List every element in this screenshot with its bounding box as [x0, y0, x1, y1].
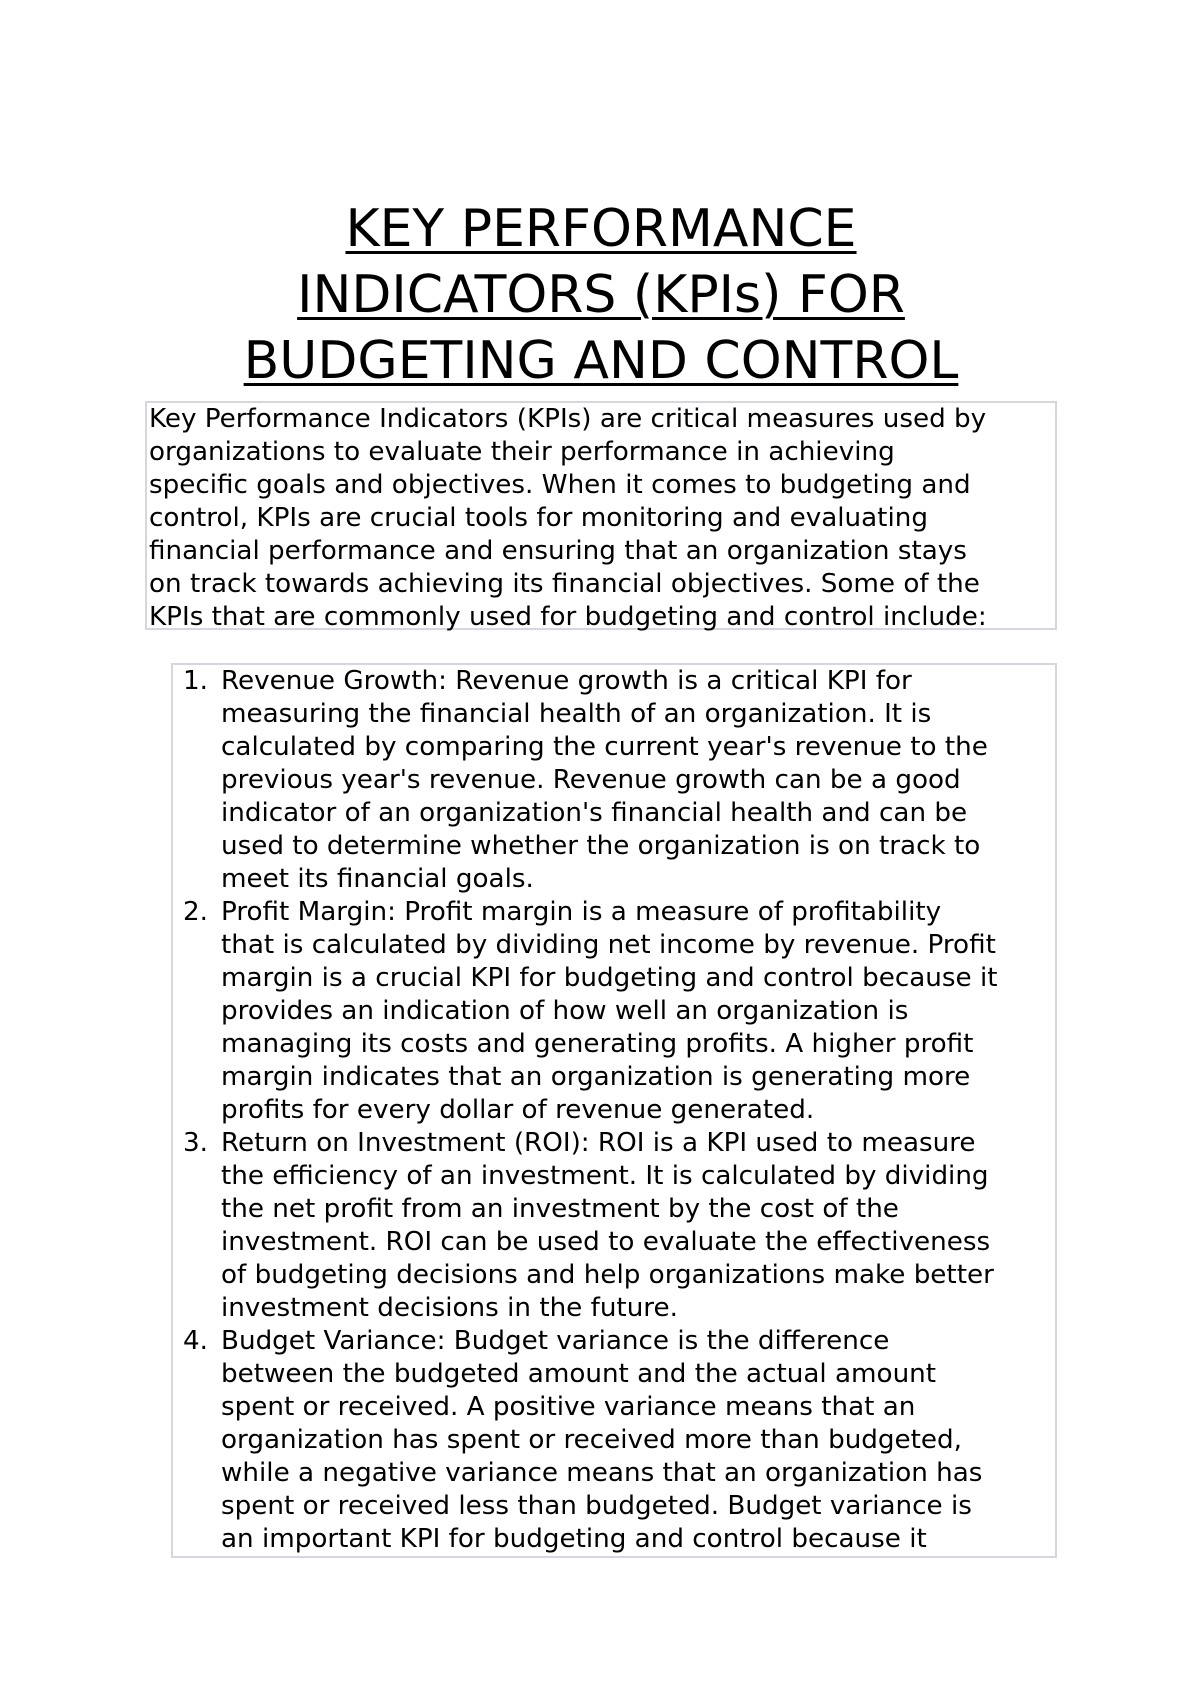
list-item-line: while a negative variance means that an organization has	[221, 1458, 983, 1488]
list-item-line: Profit Margin: Profit margin is a measure of profitability	[221, 897, 942, 927]
list-item-line: organization has spent or received more than budgeted,	[221, 1425, 962, 1455]
list-item-line: Budget Variance: Budget variance is the difference	[221, 1326, 890, 1356]
intro-line: specific goals and objectives. When it comes to budgeting and	[149, 470, 971, 500]
list-item-line: an important KPI for budgeting and control because it	[221, 1524, 927, 1554]
list-item-line: meet its financial goals.	[221, 864, 534, 894]
kpi-list-box	[171, 663, 1057, 1558]
intro-line: on track towards achieving its financial objectives. Some of the	[149, 569, 980, 599]
list-item-line: managing its costs and generating profits. A higher profit	[221, 1029, 974, 1059]
list-item-line: Return on Investment (ROI): ROI is a KPI used to measure	[221, 1128, 976, 1158]
list-item-line: margin indicates that an organization is generating more	[221, 1062, 971, 1092]
intro-line: control, KPIs are crucial tools for monitoring and evaluating	[149, 503, 928, 533]
intro-line: financial performance and ensuring that an organization stays	[149, 536, 967, 566]
list-item-line: margin is a crucial KPI for budgeting and control because it	[221, 963, 998, 993]
list-item-line: spent or received less than budgeted. Budget variance is	[221, 1491, 972, 1521]
list-item-line: Revenue Growth: Revenue growth is a critical KPI for	[221, 666, 912, 696]
list-item-line: profits for every dollar of revenue generated.	[221, 1095, 815, 1125]
list-item-line: between the budgeted amount and the actual amount	[221, 1359, 937, 1389]
list-item-line: spent or received. A positive variance means that an	[221, 1392, 916, 1422]
list-item-line: measuring the financial health of an organization. It is	[221, 699, 932, 729]
list-item-line: indicator of an organization's financial health and can be	[221, 798, 968, 828]
list-item-number: 4.	[183, 1326, 208, 1356]
intro-line: organizations to evaluate their performance in achieving	[149, 437, 895, 467]
list-item-number: 2.	[183, 897, 208, 927]
list-item-line: the net profit from an investment by the cost of the	[221, 1194, 899, 1224]
list-item-number: 1.	[183, 666, 208, 696]
list-item	[173, 896, 997, 1127]
list-item	[173, 1127, 997, 1325]
list-item-line: the efficiency of an investment. It is calculated by dividing	[221, 1161, 989, 1191]
document-title	[146, 196, 1056, 394]
list-item-line: of budgeting decisions and help organizations make better	[221, 1260, 994, 1290]
list-item-number: 3.	[183, 1128, 208, 1158]
title-line: KEY PERFORMANCE	[345, 199, 857, 259]
list-item-line: calculated by comparing the current year's revenue to the	[221, 732, 988, 762]
list-item-line: investment decisions in the future.	[221, 1293, 678, 1323]
list-item-line: provides an indication of how well an organization is	[221, 996, 909, 1026]
intro-line: Key Performance Indicators (KPIs) are critical measures used by	[149, 404, 987, 434]
intro-paragraph	[145, 401, 1057, 630]
title-line: BUDGETING AND CONTROL	[243, 331, 959, 391]
list-item	[173, 665, 997, 896]
intro-line: KPIs that are commonly used for budgeting and control include:	[149, 602, 987, 632]
list-item	[173, 1325, 997, 1556]
title-line: INDICATORS (KPIs) FOR	[297, 265, 905, 325]
kpi-list	[173, 665, 997, 1556]
list-item-line: that is calculated by dividing net income by revenue. Profit	[221, 930, 996, 960]
list-item-line: previous year's revenue. Revenue growth can be a good	[221, 765, 961, 795]
list-item-line: used to determine whether the organization is on track to	[221, 831, 981, 861]
list-item-line: investment. ROI can be used to evaluate the effectiveness	[221, 1227, 991, 1257]
